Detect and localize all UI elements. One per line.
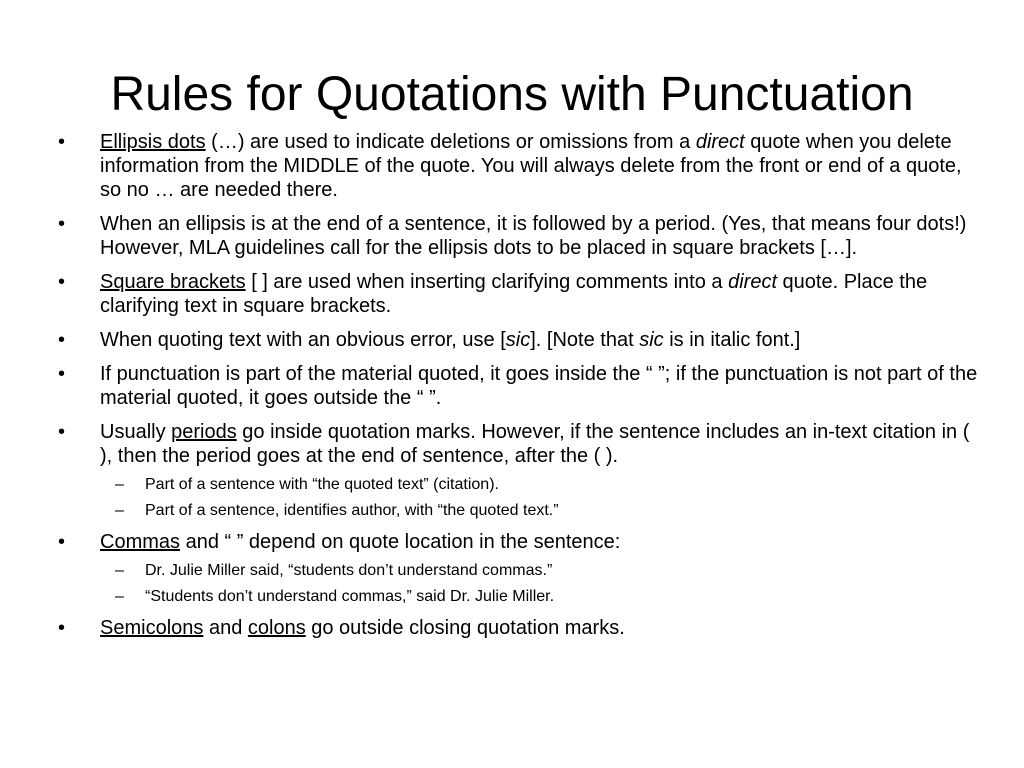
- text-run: Part of a sentence with “the quoted text” (citation).: [145, 476, 499, 493]
- bullet-text: [100, 363, 977, 409]
- text-run: When an ellipsis is at the end of a sentence, it is followed by a period. (Yes, that means four dots!) However, MLA guidelines call for the ellipsis dots to be placed in square brackets […].: [100, 213, 967, 259]
- sub-bullet-item: [58, 587, 978, 607]
- bullet-item: [58, 530, 978, 554]
- bullet-text: [100, 531, 620, 553]
- bullet-marker: •: [58, 271, 66, 293]
- bullet-text: [145, 502, 559, 519]
- bullet-text: [100, 617, 625, 639]
- bullet-marker: •: [58, 421, 66, 443]
- text-run: “Students don’t understand commas,” said Dr. Julie Miller.: [145, 588, 555, 605]
- text-run: Semicolons: [100, 617, 204, 639]
- text-run: colons: [247, 617, 306, 639]
- text-run: Commas: [100, 531, 181, 553]
- text-run: If punctuation is part of the material quoted, it goes inside the “ ”; if the punctuation is not part of the material quoted, it goes outside the “ ”.: [100, 363, 978, 409]
- bullet-item: [58, 130, 978, 202]
- text-run: quote when you delete information from the MIDDLE of the quote. You will always delete from the front or end of a quote, so no … are needed there.: [100, 131, 962, 201]
- text-run: go inside quotation marks. However, if the sentence includes an in-text citation in ( ), then the period goes at the end of sentence, after the ( ).: [100, 421, 970, 467]
- sub-bullet-item: [58, 561, 978, 581]
- text-run: When quoting text with an obvious error, use [: [100, 329, 506, 351]
- text-run: direct: [728, 271, 777, 293]
- dash-marker: –: [115, 502, 124, 519]
- text-run: Ellipsis dots: [100, 131, 206, 153]
- text-run: periods: [171, 421, 237, 443]
- bullet-text: [100, 421, 969, 467]
- text-run: Dr. Julie Miller said, “students don’t understand commas.”: [145, 562, 553, 579]
- text-run: and: [203, 617, 248, 639]
- slide-title: Rules for Quotations with Punctuation: [110, 68, 914, 121]
- dash-marker: –: [115, 476, 124, 493]
- text-run: direct: [695, 131, 745, 153]
- text-run: is in italic font.]: [663, 329, 801, 351]
- bullet-marker: •: [58, 363, 66, 385]
- bullet-marker: •: [58, 617, 66, 639]
- dash-marker: –: [115, 562, 124, 579]
- bullet-item: [58, 328, 978, 352]
- bullet-text: [100, 131, 962, 201]
- bullet-item: [58, 362, 978, 410]
- bullet-text: [145, 476, 499, 493]
- text-run: Usually: [100, 421, 172, 443]
- bullet-text: [100, 271, 927, 317]
- text-run: go outside closing quotation marks.: [305, 617, 625, 639]
- text-run: Square brackets: [100, 271, 246, 293]
- text-run: quote. Place the clarifying text in square brackets.: [100, 271, 928, 317]
- sub-bullet-item: [58, 501, 978, 521]
- bullet-text: [100, 329, 800, 351]
- text-run: [ ] are used when inserting clarifying comments into a: [245, 271, 729, 293]
- bullet-item: [58, 420, 978, 468]
- text-run: and “ ” depend on quote location in the sentence:: [180, 531, 621, 553]
- bullet-marker: •: [58, 131, 66, 153]
- bullet-item: [58, 616, 978, 640]
- bullet-text: [145, 588, 554, 605]
- text-run: sic: [639, 329, 664, 351]
- bullet-text: [100, 213, 966, 259]
- text-run: (…) are used to indicate deletions or omissions from a: [205, 131, 696, 153]
- bullet-text: [145, 562, 552, 579]
- text-run: ]. [Note that: [530, 329, 640, 351]
- text-run: Part of a sentence, identifies author, with “the quoted text.”: [145, 502, 559, 519]
- bullet-marker: •: [58, 213, 66, 235]
- bullet-marker: •: [58, 531, 66, 553]
- dash-marker: –: [115, 588, 124, 605]
- bullet-marker: •: [58, 329, 66, 351]
- bullet-item: [58, 270, 978, 318]
- bullet-list: [58, 130, 978, 650]
- bullet-item: [58, 212, 978, 260]
- text-run: sic: [505, 329, 531, 351]
- sub-bullet-item: [58, 475, 978, 495]
